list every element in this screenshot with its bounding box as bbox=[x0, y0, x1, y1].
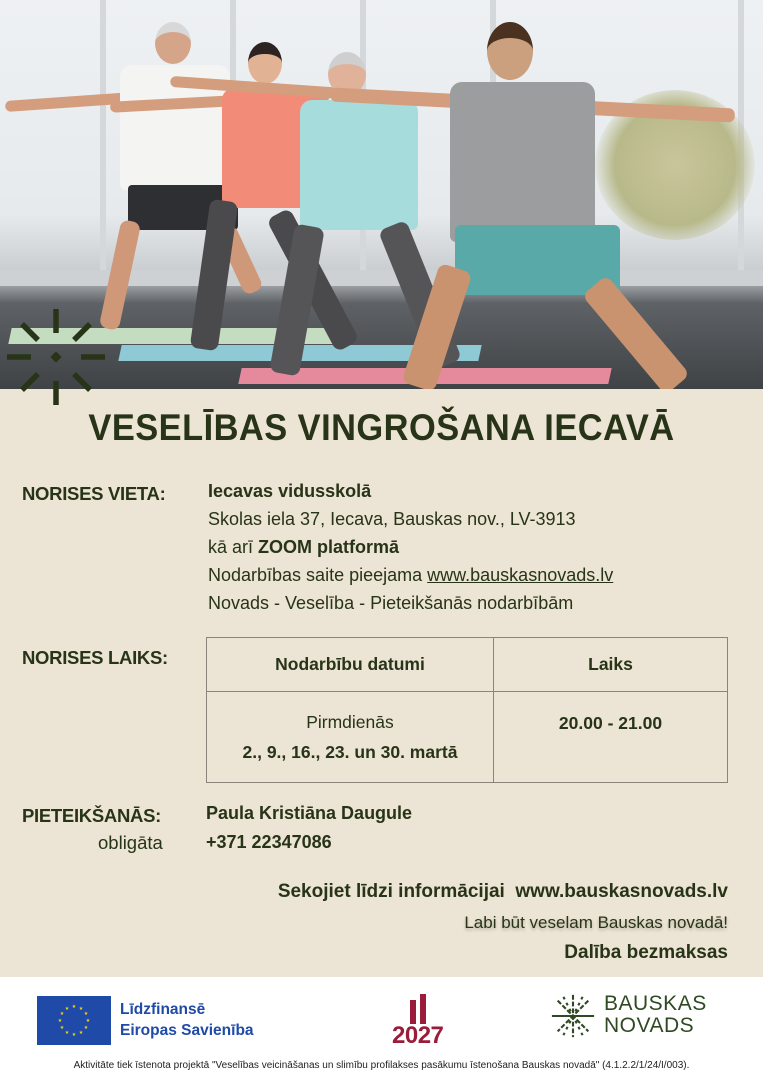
header-dates: Nodarbību datumi bbox=[207, 638, 494, 692]
time-label: NORISES LAIKS: bbox=[22, 647, 168, 668]
follow-url-link[interactable]: www.bauskasnovads.lv bbox=[515, 881, 728, 902]
eu-line2: Eiropas Savienība bbox=[120, 1022, 254, 1039]
svg-text:★: ★ bbox=[83, 1025, 89, 1031]
svg-text:★: ★ bbox=[83, 1011, 89, 1017]
cell-time bbox=[494, 692, 728, 783]
eu-flag-icon bbox=[37, 996, 111, 1045]
svg-text:★: ★ bbox=[78, 1006, 84, 1012]
eu-cofunded-text bbox=[120, 999, 254, 1041]
logo-2027 bbox=[390, 992, 450, 1050]
venue-school: Iecavas vidusskolā bbox=[208, 481, 372, 501]
sunburst-icon bbox=[6, 307, 106, 407]
contact-phone[interactable]: +371 22347086 bbox=[206, 832, 332, 852]
table-header-row bbox=[207, 638, 728, 692]
free-participation: Dalība bezmaksas bbox=[564, 942, 728, 963]
bauskas-novads-sunburst-icon bbox=[550, 993, 596, 1039]
logo-2027-text: 2027 bbox=[392, 1022, 444, 1049]
follow-text: Sekojiet līdzi informācijai bbox=[277, 881, 505, 902]
svg-text:★: ★ bbox=[64, 1030, 70, 1036]
cell-time-value: 20.00 - 21.00 bbox=[558, 713, 663, 733]
project-footnote: Aktivitāte tiek īstenota projektā "Veselības veicināšanas un slimību profilakses pasākumu īstenošana Bauskas novadā" (4.1.2.2/1/24/I/003). bbox=[73, 1060, 690, 1071]
svg-text:★: ★ bbox=[57, 1018, 63, 1024]
svg-text:★: ★ bbox=[59, 1011, 65, 1017]
venue-nav-path: Novads - Veselība - Pieteikšanās nodarbībām bbox=[208, 593, 574, 613]
venue-label: NORISES VIETA: bbox=[22, 483, 166, 504]
venue-link-prefix: Nodarbības saite pieejama bbox=[208, 565, 428, 585]
eu-line1: Līdzfinansē bbox=[120, 1001, 206, 1018]
venue-zoom-platform: ZOOM platformā bbox=[258, 537, 400, 557]
svg-text:★: ★ bbox=[64, 1006, 70, 1012]
svg-text:★: ★ bbox=[71, 1032, 77, 1038]
cell-dates bbox=[207, 692, 494, 783]
bn-line1: BAUSKAS bbox=[604, 992, 707, 1015]
bn-line2: NOVADS bbox=[604, 1014, 695, 1037]
venue-website-link[interactable]: www.bauskasnovads.lv bbox=[427, 565, 614, 585]
venue-zoom-prefix: kā arī bbox=[208, 537, 259, 557]
svg-text:★: ★ bbox=[71, 1004, 77, 1010]
table-row bbox=[207, 692, 728, 783]
venue-link-line bbox=[208, 565, 613, 586]
slogan: Labi būt veselam Bauskas novadā! bbox=[464, 913, 728, 932]
venue-zoom bbox=[208, 537, 399, 558]
header-time: Laiks bbox=[494, 638, 728, 692]
svg-text:★: ★ bbox=[78, 1030, 84, 1036]
venue-address: Skolas iela 37, Iecava, Bauskas nov., LV-3913 bbox=[208, 509, 576, 529]
footer bbox=[0, 977, 763, 1080]
bauskas-novads-text bbox=[604, 993, 707, 1037]
follow-info bbox=[278, 881, 728, 903]
bauskas-novads-logo bbox=[550, 993, 735, 1041]
hero-photo bbox=[0, 0, 763, 389]
window-frame bbox=[100, 0, 106, 285]
contact-name: Paula Kristiāna Daugule bbox=[206, 803, 413, 823]
cell-date-list: 2., 9., 16., 23. un 30. martā bbox=[242, 742, 458, 762]
svg-text:★: ★ bbox=[85, 1018, 91, 1024]
cell-day: Pirmdienās bbox=[306, 712, 394, 732]
svg-text:★: ★ bbox=[59, 1025, 65, 1031]
registration-required: obligāta bbox=[98, 832, 163, 853]
page-title: VESELĪBAS VINGROŠANA IECAVĀ bbox=[88, 407, 675, 448]
registration-label: PIETEIKŠANĀS: bbox=[22, 805, 161, 826]
schedule-table bbox=[206, 637, 728, 783]
